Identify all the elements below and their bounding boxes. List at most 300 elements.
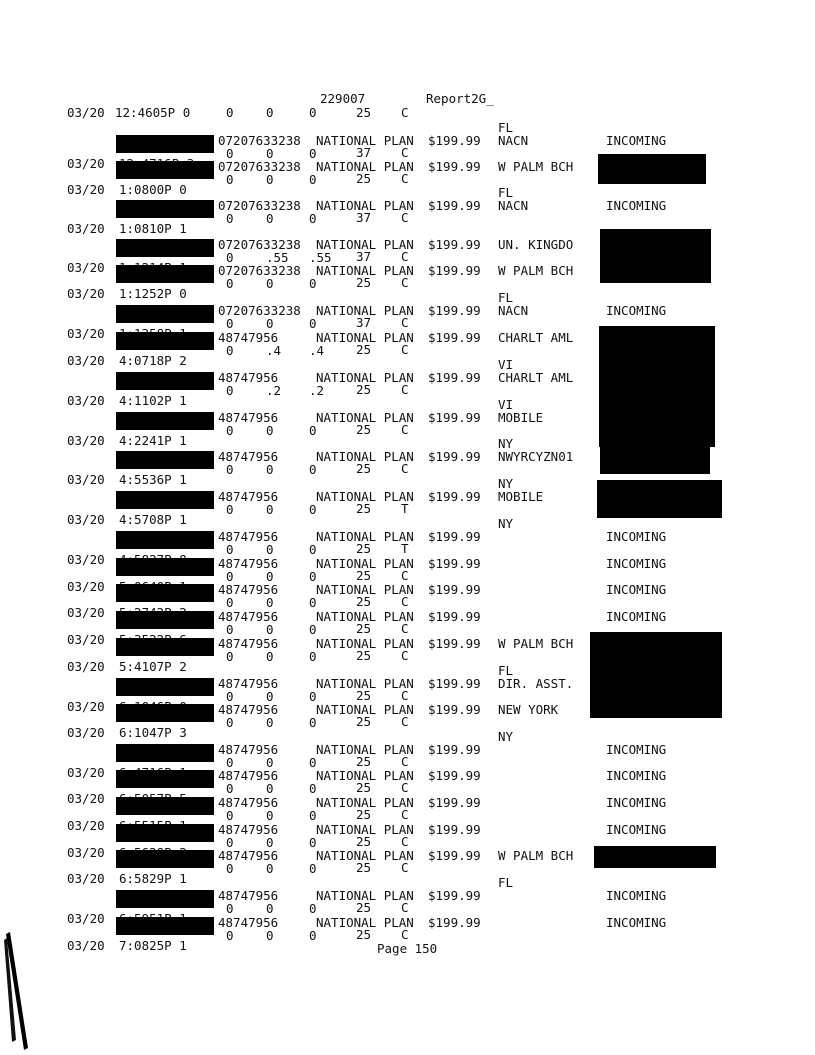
record-number: 48747956 (218, 636, 279, 651)
record-value: 0 (266, 755, 274, 770)
record-value: 0 (266, 901, 274, 916)
record-call-type: INCOMING (606, 822, 667, 837)
record-amount: $199.99 (428, 676, 481, 691)
record-value: 0 (226, 462, 234, 477)
record-date: 03/20 (67, 433, 105, 448)
record-description: NATIONAL PLAN (316, 263, 414, 278)
record-description: NATIONAL PLAN (316, 449, 414, 464)
redaction-bar (116, 558, 214, 576)
record-call-type: INCOMING (606, 582, 667, 597)
record-location: NACN (498, 198, 529, 213)
record-location-state: NY (498, 729, 514, 744)
record-value: 0 (309, 835, 317, 850)
record-call-type: INCOMING (606, 742, 667, 757)
record-value: 25 (356, 501, 372, 516)
record-location: MOBILE (498, 410, 544, 425)
record-value: 25 (356, 780, 372, 795)
record-number: 07207633238 (218, 133, 301, 148)
record-value: 0 (226, 715, 234, 730)
record-time: 4:5708P 1 (119, 512, 187, 527)
report-code: 229007 (320, 91, 366, 106)
record-location-state: FL (498, 185, 514, 200)
record-value: 0 (309, 569, 317, 584)
record-value: 0 (226, 901, 234, 916)
record-amount: $199.99 (428, 795, 481, 810)
record-number: 48747956 (218, 609, 279, 624)
record-location-state: VI (498, 357, 514, 372)
record-number: 07207633238 (218, 263, 301, 278)
record-value: C (401, 860, 409, 875)
record-value: 0 (226, 808, 234, 823)
record-date: 03/20 (67, 605, 105, 620)
record-description: NATIONAL PLAN (316, 676, 414, 691)
redaction-box (600, 441, 710, 474)
record-value: 0 (309, 689, 317, 704)
record-description: NATIONAL PLAN (316, 133, 414, 148)
record-amount: $199.99 (428, 263, 481, 278)
record-description: NATIONAL PLAN (316, 768, 414, 783)
record-value: 25 (356, 275, 372, 290)
record-value: 0 (226, 689, 234, 704)
record-number: 48747956 (218, 915, 279, 930)
record-date: 03/20 (67, 472, 105, 487)
record-value: 0 (226, 250, 234, 265)
record-number: 48747956 (218, 449, 279, 464)
record-value: T (401, 501, 409, 516)
record-value: 0 (266, 835, 274, 850)
record-value: C (401, 249, 409, 264)
record-location: CHARLT AML (498, 370, 574, 385)
record-date: 03/20 (67, 765, 105, 780)
record-value: 25 (356, 422, 372, 437)
record-value: 0 (309, 542, 317, 557)
record-date: 03/20 (67, 579, 105, 594)
redaction-bar (116, 372, 214, 390)
record-value: .4 (309, 343, 325, 358)
record-amount: $199.99 (428, 529, 481, 544)
record-value: 0 (266, 861, 274, 876)
record-date: 03/20 (67, 182, 105, 197)
record-value: C (401, 275, 409, 290)
redaction-bar (116, 305, 214, 323)
record-description: NATIONAL PLAN (316, 915, 414, 930)
record-value: 0 (226, 211, 234, 226)
record-description: NATIONAL PLAN (316, 822, 414, 837)
record-value: 25 (356, 568, 372, 583)
record-value: 0 (226, 542, 234, 557)
record-value: 25 (356, 714, 372, 729)
record-value: 0 (309, 715, 317, 730)
record-value: 0 (226, 276, 234, 291)
record-value: C (401, 648, 409, 663)
record-value: 37 (356, 145, 372, 160)
record-value: C (401, 688, 409, 703)
record-value: C (401, 315, 409, 330)
record-value: C (401, 382, 409, 397)
redaction-box (600, 229, 711, 283)
record-call-type: INCOMING (606, 768, 667, 783)
record-date: 03/20 (67, 512, 105, 527)
record-value: C (401, 714, 409, 729)
record-location: W PALM BCH (498, 848, 574, 863)
record-number: 07207633238 (218, 198, 301, 213)
record-time: 7:0825P 1 (119, 938, 187, 953)
record-value: T (401, 541, 409, 556)
record-number: 48747956 (218, 676, 279, 691)
record-value: 0 (309, 172, 317, 187)
record-value: 0 (309, 276, 317, 291)
record-location-state: NY (498, 436, 514, 451)
record-description: NATIONAL PLAN (316, 636, 414, 651)
record-amount: $199.99 (428, 888, 481, 903)
record-location: CHARLT AML (498, 330, 574, 345)
record-value: 0 (309, 622, 317, 637)
record-value: .55 (266, 250, 289, 265)
record-amount: $199.99 (428, 303, 481, 318)
record-value: 0 (309, 502, 317, 517)
redaction-bar (116, 265, 214, 283)
record-value: 37 (356, 315, 372, 330)
record-value: 0 (309, 649, 317, 664)
record-value: 0 (226, 622, 234, 637)
record-description: NATIONAL PLAN (316, 556, 414, 571)
record-value: 0 (266, 542, 274, 557)
record-value: C (401, 422, 409, 437)
record-amount: $199.99 (428, 742, 481, 757)
redaction-bar (116, 890, 214, 908)
record-location-state: NY (498, 476, 514, 491)
record-date: 03/20 (67, 286, 105, 301)
record-value: 0 (266, 316, 274, 331)
record-location-state: FL (498, 120, 514, 135)
record-amount: $199.99 (428, 330, 481, 345)
record-number: 48747956 (218, 742, 279, 757)
record-value: 0 (266, 423, 274, 438)
record-value: 0 (226, 502, 234, 517)
record-description: NATIONAL PLAN (316, 582, 414, 597)
record-value: 0 (226, 423, 234, 438)
record-description: NATIONAL PLAN (316, 742, 414, 757)
redaction-box (598, 154, 706, 184)
record-amount: $199.99 (428, 449, 481, 464)
record-value: 0 (226, 172, 234, 187)
record-value: C (401, 754, 409, 769)
redaction-bar (116, 770, 214, 788)
record-location: W PALM BCH (498, 636, 574, 651)
record-number: 07207633238 (218, 303, 301, 318)
record-call-type: INCOMING (606, 133, 667, 148)
record-number: 48747956 (218, 410, 279, 425)
redaction-bar (116, 744, 214, 762)
redaction-box (594, 846, 716, 868)
record-location: NEW YORK (498, 702, 559, 717)
redaction-bar (116, 584, 214, 602)
redaction-bar (116, 491, 214, 509)
record-date: 03/20 (67, 326, 105, 341)
record-value: 0 (226, 569, 234, 584)
record-value: 0 (226, 649, 234, 664)
record-value: C (401, 210, 409, 225)
record-date: 03/20 (67, 725, 105, 740)
record-amount: $199.99 (428, 768, 481, 783)
record-date: 03/20 (67, 156, 105, 171)
record-description: NATIONAL PLAN (316, 159, 414, 174)
record-description: NATIONAL PLAN (316, 888, 414, 903)
record-amount: $199.99 (428, 609, 481, 624)
record-description: NATIONAL PLAN (316, 848, 414, 863)
record-time: 4:1102P 1 (119, 393, 187, 408)
record-value: 0 (309, 901, 317, 916)
record-value: 0 (309, 423, 317, 438)
redaction-box (597, 480, 722, 518)
record-call-type: INCOMING (606, 303, 667, 318)
record-value: 25 (356, 541, 372, 556)
record-date: 03/20 (67, 791, 105, 806)
record-amount: $199.99 (428, 702, 481, 717)
record-value: 0 (309, 808, 317, 823)
record-time: 4:2241P 1 (119, 433, 187, 448)
record-value: 0 (309, 462, 317, 477)
record-value: C (401, 342, 409, 357)
record-value: 25 (356, 927, 372, 942)
record-time: 4:5536P 1 (119, 472, 187, 487)
redaction-bar (116, 824, 214, 842)
record-time: 6:1047P 3 (119, 725, 187, 740)
record-value: C (401, 145, 409, 160)
record-date: 03/20 (67, 659, 105, 674)
record-amount: $199.99 (428, 822, 481, 837)
redaction-bar (116, 611, 214, 629)
record-value: .55 (309, 250, 332, 265)
record-number: 07207633238 (218, 159, 301, 174)
record-number: 48747956 (218, 888, 279, 903)
first-row-col: 0 (309, 105, 317, 120)
record-value: 0 (309, 211, 317, 226)
record-description: NATIONAL PLAN (316, 702, 414, 717)
record-number: 48747956 (218, 768, 279, 783)
redaction-box (590, 632, 722, 718)
record-location-state: VI (498, 397, 514, 412)
record-amount: $199.99 (428, 636, 481, 651)
record-location: UN. KINGDO (498, 237, 574, 252)
record-date: 03/20 (67, 632, 105, 647)
record-number: 48747956 (218, 848, 279, 863)
first-row-date: 03/20 (67, 105, 105, 120)
record-date: 03/20 (67, 845, 105, 860)
record-value: 25 (356, 594, 372, 609)
redaction-bar (116, 917, 214, 935)
record-date: 03/20 (67, 552, 105, 567)
record-value: C (401, 900, 409, 915)
record-value: 0 (309, 146, 317, 161)
record-date: 03/20 (67, 393, 105, 408)
record-description: NATIONAL PLAN (316, 489, 414, 504)
record-value: .4 (266, 343, 282, 358)
record-value: 25 (356, 171, 372, 186)
record-number: 48747956 (218, 370, 279, 385)
redaction-box (599, 326, 715, 447)
redaction-bar (116, 638, 214, 656)
record-value: 0 (226, 928, 234, 943)
record-value: 0 (266, 211, 274, 226)
record-value: 25 (356, 860, 372, 875)
record-description: NATIONAL PLAN (316, 370, 414, 385)
record-amount: $199.99 (428, 237, 481, 252)
record-value: 0 (309, 316, 317, 331)
redaction-bar (116, 332, 214, 350)
first-row-col: C (401, 105, 409, 120)
record-call-type: INCOMING (606, 915, 667, 930)
record-value: C (401, 171, 409, 186)
record-amount: $199.99 (428, 133, 481, 148)
record-date: 03/20 (67, 938, 105, 953)
redaction-bar (116, 451, 214, 469)
record-value: 0 (266, 276, 274, 291)
record-value: 25 (356, 621, 372, 636)
record-value: 0 (266, 689, 274, 704)
record-date: 03/20 (67, 260, 105, 275)
record-date: 03/20 (67, 871, 105, 886)
record-value: 0 (266, 569, 274, 584)
record-value: 0 (226, 146, 234, 161)
record-value: 0 (226, 861, 234, 876)
record-value: 25 (356, 648, 372, 663)
record-value: 0 (226, 835, 234, 850)
record-value: 0 (226, 383, 234, 398)
record-amount: $199.99 (428, 489, 481, 504)
record-value: C (401, 461, 409, 476)
record-date: 03/20 (67, 221, 105, 236)
record-location: DIR. ASST. (498, 676, 574, 691)
record-location: W PALM BCH (498, 263, 574, 278)
record-number: 48747956 (218, 795, 279, 810)
record-date: 03/20 (67, 911, 105, 926)
record-time: 1:0810P 1 (119, 221, 187, 236)
record-time: 5:4107P 2 (119, 659, 187, 674)
record-time: 1:0800P 0 (119, 182, 187, 197)
redaction-bar (116, 412, 214, 430)
record-description: NATIONAL PLAN (316, 410, 414, 425)
record-value: 0 (226, 595, 234, 610)
record-value: 25 (356, 834, 372, 849)
record-amount: $199.99 (428, 198, 481, 213)
page-number: Page 150 (377, 941, 438, 956)
record-value: 0 (226, 343, 234, 358)
redaction-bar (116, 200, 214, 218)
first-row-time: 12:4605P 0 (115, 105, 191, 120)
redaction-bar (116, 797, 214, 815)
record-date: 03/20 (67, 818, 105, 833)
record-location: NACN (498, 303, 529, 318)
record-call-type: INCOMING (606, 529, 667, 544)
record-value: 37 (356, 249, 372, 264)
record-value: 0 (226, 316, 234, 331)
record-value: 0 (266, 502, 274, 517)
record-value: 0 (266, 649, 274, 664)
record-number: 48747956 (218, 556, 279, 571)
record-amount: $199.99 (428, 370, 481, 385)
record-description: NATIONAL PLAN (316, 237, 414, 252)
record-value: .2 (309, 383, 325, 398)
record-value: 0 (266, 172, 274, 187)
record-location: MOBILE (498, 489, 544, 504)
record-number: 48747956 (218, 330, 279, 345)
record-value: C (401, 568, 409, 583)
redaction-bar (116, 704, 214, 722)
record-value: C (401, 621, 409, 636)
record-value: C (401, 780, 409, 795)
record-location-state: FL (498, 875, 514, 890)
record-call-type: INCOMING (606, 888, 667, 903)
record-value: 0 (266, 715, 274, 730)
record-value: C (401, 594, 409, 609)
record-value: 25 (356, 754, 372, 769)
record-date: 03/20 (67, 699, 105, 714)
record-value: 25 (356, 342, 372, 357)
record-value: 25 (356, 461, 372, 476)
first-row-col: 0 (226, 105, 234, 120)
record-number: 48747956 (218, 529, 279, 544)
record-value: 0 (226, 781, 234, 796)
record-value: 0 (309, 595, 317, 610)
record-value: 25 (356, 382, 372, 397)
record-description: NATIONAL PLAN (316, 609, 414, 624)
record-amount: $199.99 (428, 915, 481, 930)
record-number: 48747956 (218, 822, 279, 837)
record-value: 0 (266, 462, 274, 477)
redaction-bar (116, 850, 214, 868)
record-call-type: INCOMING (606, 556, 667, 571)
record-value: 0 (266, 808, 274, 823)
record-value: 0 (266, 622, 274, 637)
redaction-bar (116, 531, 214, 549)
record-value: 0 (309, 928, 317, 943)
record-value: 0 (266, 595, 274, 610)
record-value: 0 (266, 781, 274, 796)
record-description: NATIONAL PLAN (316, 529, 414, 544)
record-time: 4:0718P 2 (119, 353, 187, 368)
record-value: 37 (356, 210, 372, 225)
record-number: 07207633238 (218, 237, 301, 252)
record-location-state: FL (498, 290, 514, 305)
redaction-bar (116, 135, 214, 153)
record-location-state: FL (498, 663, 514, 678)
record-number: 48747956 (218, 489, 279, 504)
record-amount: $199.99 (428, 582, 481, 597)
record-time: 1:1252P 0 (119, 286, 187, 301)
record-time: 6:5829P 1 (119, 871, 187, 886)
record-value: 0 (266, 146, 274, 161)
record-value: 25 (356, 807, 372, 822)
record-date: 03/20 (67, 353, 105, 368)
record-value: C (401, 927, 409, 942)
record-value: 0 (309, 781, 317, 796)
record-value: 25 (356, 688, 372, 703)
record-value: 0 (309, 861, 317, 876)
record-call-type: INCOMING (606, 795, 667, 810)
record-value: C (401, 834, 409, 849)
record-call-type: INCOMING (606, 198, 667, 213)
record-number: 48747956 (218, 582, 279, 597)
record-value: C (401, 807, 409, 822)
record-location: NWYRCYZN01 (498, 449, 574, 464)
report-title: Report2G_ (426, 91, 494, 106)
record-value: 0 (226, 755, 234, 770)
record-value: 0 (309, 755, 317, 770)
record-amount: $199.99 (428, 159, 481, 174)
record-number: 48747956 (218, 702, 279, 717)
record-amount: $199.99 (428, 848, 481, 863)
